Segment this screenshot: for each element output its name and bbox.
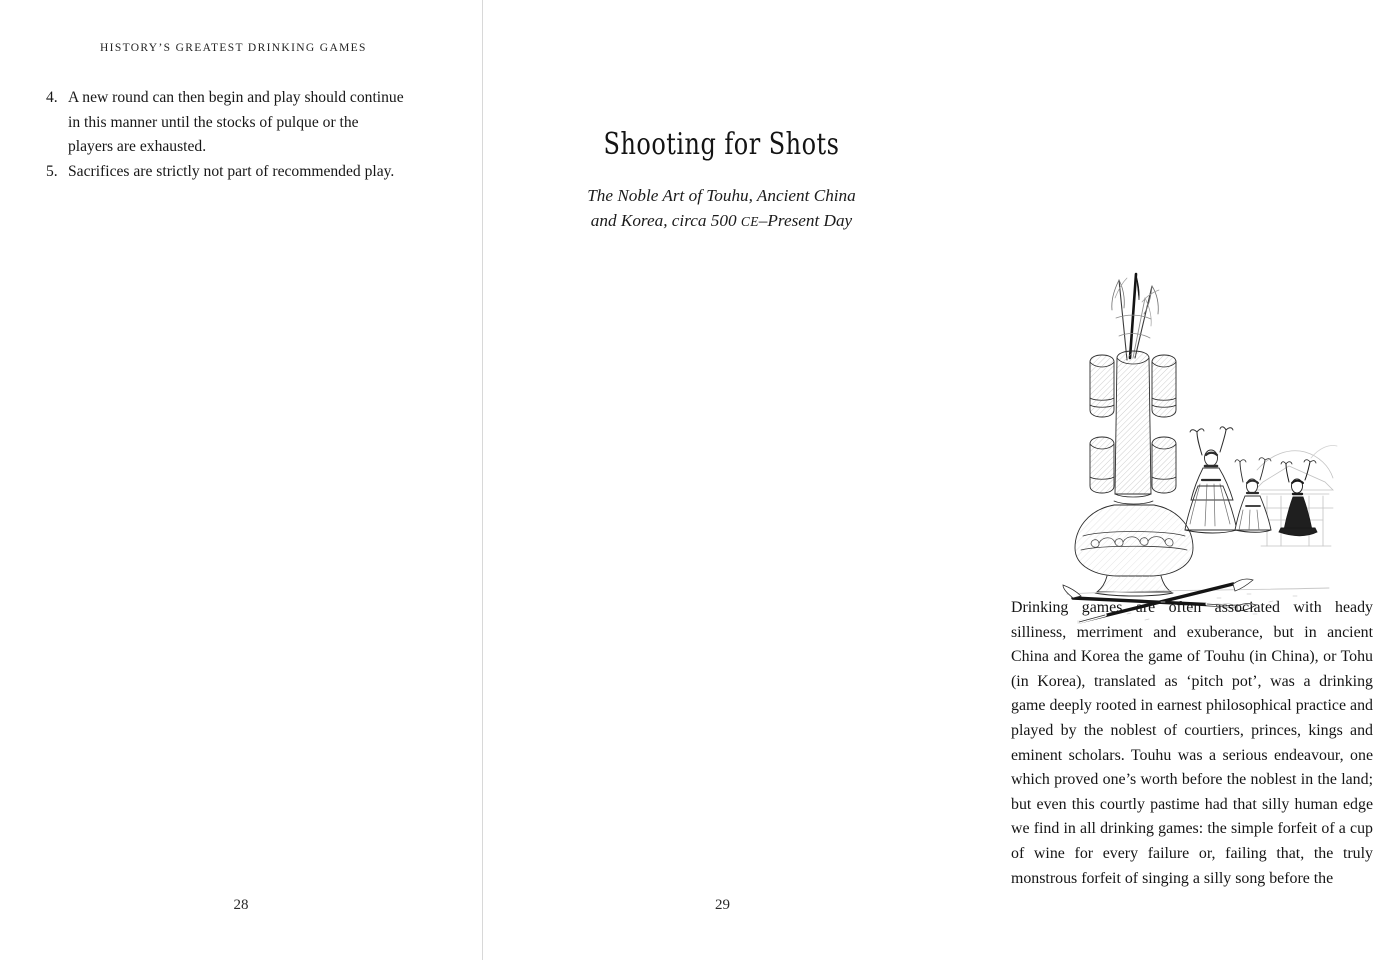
touhu-illustration-svg xyxy=(1057,258,1347,568)
chapter-subtitle-line-2-before: and Korea, circa 500 xyxy=(590,211,741,230)
era-abbreviation: CE xyxy=(740,214,759,229)
page-number-right: 29 xyxy=(715,897,730,913)
list-item xyxy=(44,160,406,185)
chapter-illustration xyxy=(1057,258,1347,568)
list-item-number: 4. xyxy=(46,89,58,106)
figure-dark-robe xyxy=(1279,460,1317,536)
right-page xyxy=(482,0,1373,960)
standing-arrows-group xyxy=(1112,274,1159,360)
list-item-text: Sacrifices are strictly not part of recommended play. xyxy=(68,162,395,180)
celebrating-figures xyxy=(1185,427,1317,536)
running-head: HISTORY’S GREATEST DRINKING GAMES xyxy=(100,42,367,54)
pot-body xyxy=(1075,505,1193,596)
chapter-subtitle-line-2-after: –Present Day xyxy=(758,211,853,230)
list-item-text: A new round can then begin and play should continue in this manner until the stocks of pulque or the players are exhausted. xyxy=(68,89,404,155)
chapter-subtitle xyxy=(557,183,887,234)
numbered-list xyxy=(44,86,406,184)
figure-robed-left xyxy=(1185,427,1237,533)
list-item xyxy=(44,86,406,160)
body-paragraph: Drinking games are often associated with heady silliness, merriment and exuberance, but in ancient China and Korea the game of Touhu (in China), or Tohu (in Korea), translated as ‘pitch pot’, was a drinking game deeply rooted in earnest philosophical practice and played by the noblest of courtiers, princes, kings and eminent scholars. Touhu was a serious endeavour, one which proved one’s worth before the noblest in the land; but even this courtly pastime had that silly human edge we find in all drinking games: the simple forfeit of a cup of wine for every failure or, failing that, the truly monstrous forfeit of singing a silly song before the xyxy=(1011,599,1373,887)
figure-robed-middle xyxy=(1235,458,1271,533)
left-page xyxy=(0,0,482,960)
chapter-title: Shooting for Shots xyxy=(603,127,840,162)
page-number-left: 28 xyxy=(233,897,249,913)
chapter-subtitle-line-1: The Noble Art of Touhu, Ancient China xyxy=(587,186,856,205)
list-item-number: 5. xyxy=(46,162,58,180)
pot-neck xyxy=(1114,351,1153,504)
